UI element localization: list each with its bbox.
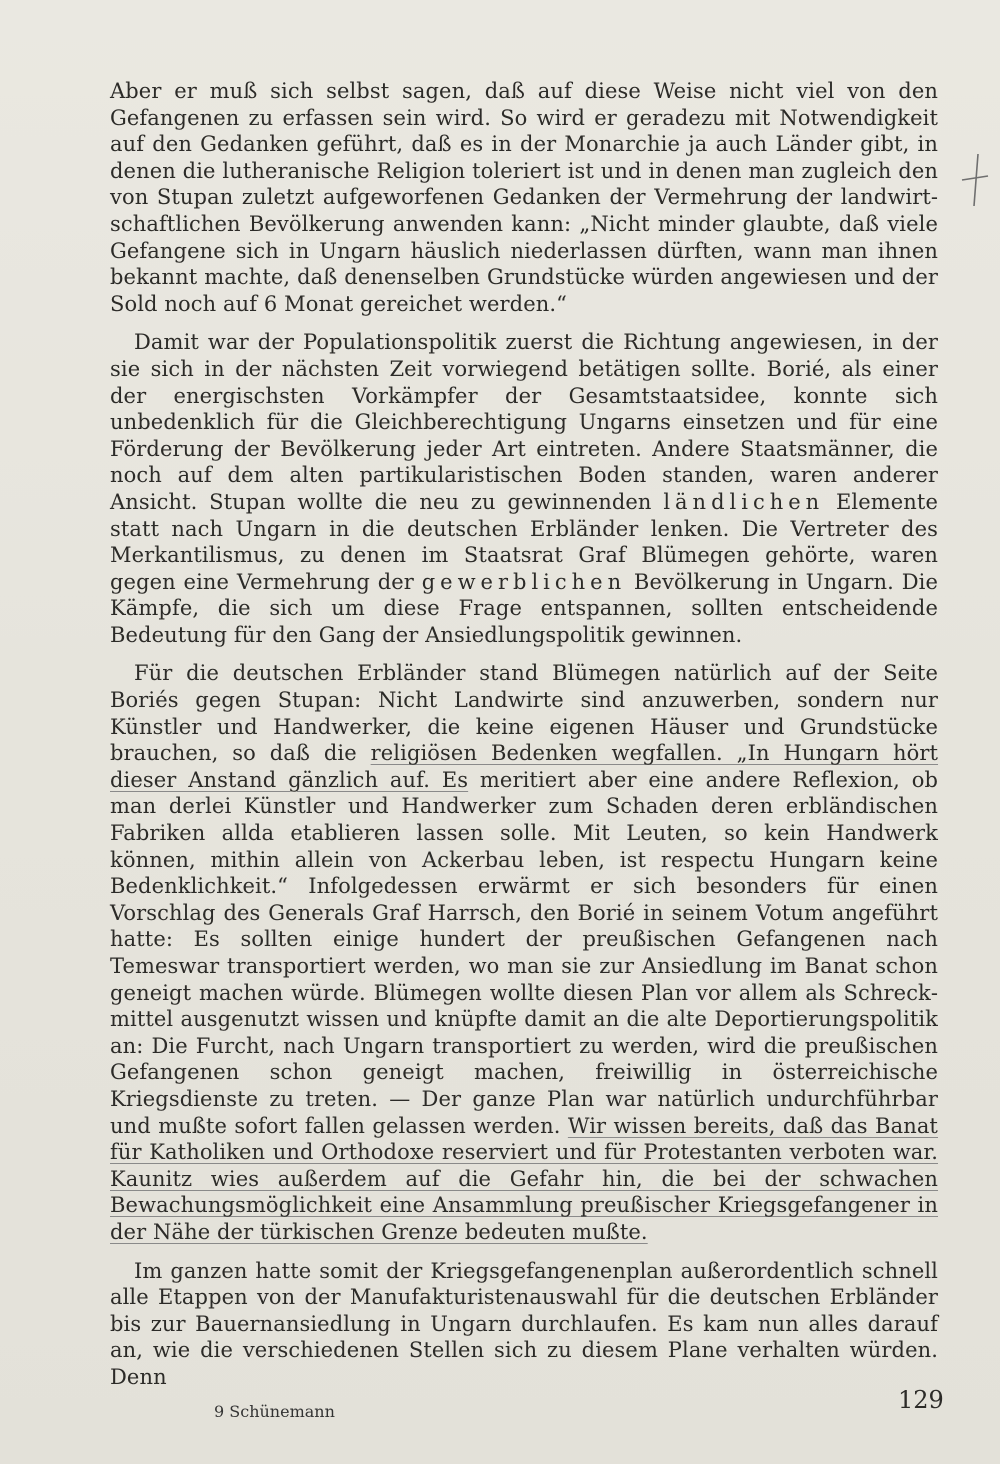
paragraph-3-text-a: Für die deutschen Erbländer stand Blümegen natürlich auf der Seite Boriés gegen Stupan: Nicht Landwirte sind anzuwerben, sondern nur Künstler und Handwerker, die keine eigenen Häuser und Grundstücke brauchen, so daß die [110, 661, 938, 766]
paragraph-2-text-b: Elemente statt nach Ungarn in die deutschen Erbländer lenken. Die Vertreter des Merkantilismus, zu denen im Staatsrat Graf Blümegen gehörte, waren gegen eine Vermehrung der [110, 489, 938, 594]
pencil-underlined-passage-2: Wir wissen bereits, daß das Banat für Katholiken und Orthodoxe reserviert und für Protestanten verboten war. Kaunitz wies außerdem auf die Gefahr hin, die bei der schwachen Bewachungsmöglichkeit eine Ansammlung preußischer Kriegsgefangener in der Nähe der türkischen Grenze bedeuten mußte. [110, 1113, 938, 1244]
paragraph-3 [110, 660, 938, 1245]
paragraph-1-text: Aber er muß sich selbst sagen, daß auf diese Weise nicht viel von den Gefangenen zu erfassen sein wird. So wird er geradezu mit Notwendigkeit auf den Gedanken geführt, daß es in der Monarchie ja auch Länder gibt, in denen die lutheranische Religion toleriert ist und in denen man zugleich den von Stupan zuletzt aufgeworfenen Gedanken der Vermehrung der landwirtschaftlichen Bevölkerung anwenden kann: „Nicht minder glaubte, daß viele Gefangene sich in Ungarn häuslich niederlassen dürften, wann man ihnen bekannt machte, daß denenselben Grundstücke würden angewiesen und der Sold noch auf 6 Monat gereichet werden.“ [110, 79, 938, 316]
paragraph-2 [110, 329, 938, 648]
paragraph-1 [110, 78, 938, 317]
signature-mark: 9 Schünemann [214, 1402, 335, 1421]
paragraph-3-text-b: meritiert aber eine andere Reflexion, ob man derlei Künstler und Handwerker zum Schaden deren erbländischen Fabriken allda etablieren lassen solle. Mit Leuten, so kein Handwerk können, mithin allein von Ackerbau leben, ist respectu Hungarn keine Bedenklichkeit.“ Infolgedessen erwärmt er sich besonders für einen Vorschlag des Generals Graf Harrsch, den Borié in seinem Votum angeführt hatte: Es sollten einige hundert der preußischen Gefangenen nach Temeswar transportiert werden, wo man sie zur Ansiedlung im Banat schon geneigt machen würde. Blümegen wollte diesen Plan vor allem als Schreckmittel ausgenutzt wissen und knüpfte damit an die alte Deportierungspolitik an: Die Furcht, nach Ungarn transportiert zu werden, wird die preußischen Gefangenen schon geneigt machen, freiwillig in österreichische Kriegsdienste zu treten. — Der ganze Plan war natürlich undurchführbar und mußte sofort fallen gelassen werden. [110, 767, 938, 1138]
paragraph-4-text: Im ganzen hatte somit der Kriegsgefangenenplan außerordentlich schnell alle Etappen von der Manufakturistenauswahl für die deutschen Erbländer bis zur Bauernansiedlung in Ungarn durchlaufen. Es kam nun alles darauf an, wie die verschiedenen Stellen sich zu diesem Plane verhalten würden. Denn [110, 1258, 938, 1389]
pencil-underlined-passage-1: religiösen Bedenken wegfallen. „In Hungarn hört dieser Anstand gänzlich auf. Es [110, 741, 939, 792]
body-text [110, 78, 938, 1403]
paragraph-2-text-a: Damit war der Populationspolitik zuerst die Richtung angewiesen, in der sie sich in der nächsten Zeit vorwiegend betätigen sollte. Borié, als einer der energischsten Vorkämpfer der Gesamtstaatsidee, konnte sich unbedenklich für die Gleichberechtigung Ungarns einsetzen und für eine Förderung der Bevölkerung jeder Art eintreten. Andere Staatsmänner, die noch auf dem alten partikularistischen Boden standen, waren anderer Ansicht. Stupan wollte die neu zu gewinnenden [110, 330, 938, 514]
spaced-emphasis-gewerblichen: gewerblichen [421, 569, 627, 594]
pencil-margin-mark [960, 150, 990, 210]
paragraph-2-text-c: Bevölkerung in Ungarn. Die Kämpfe, die sich um diese Frage entspannen, sollten entscheidende Bedeutung für den Gang der Ansiedlungspolitik gewinnen. [110, 569, 938, 647]
paragraph-4 [110, 1258, 938, 1391]
spaced-emphasis-laendlichen: ländlichen [663, 489, 825, 514]
page-number: 129 [898, 1386, 944, 1414]
